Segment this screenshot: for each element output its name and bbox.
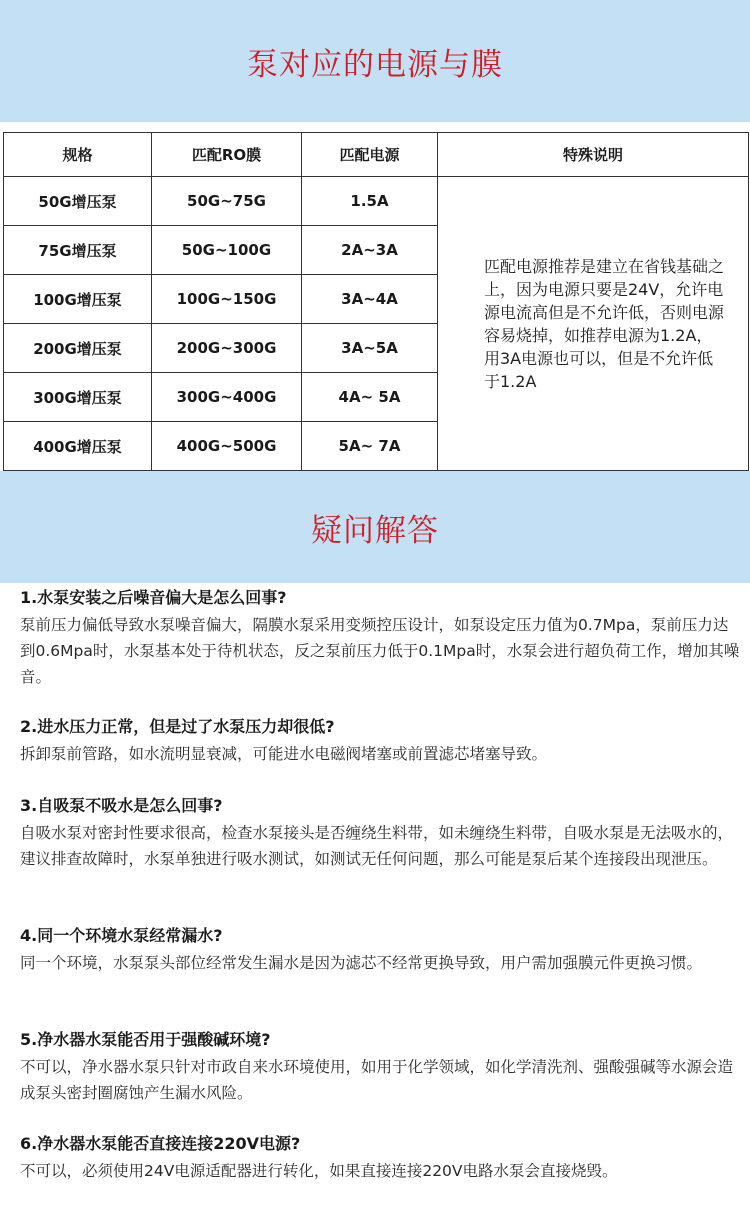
faq-answer: 拆卸泵前管路，如水流明显衰减，可能进水电磁阀堵塞或前置滤芯堵塞导致。 [20,745,548,763]
cell-membrane: 200G~300G [152,324,302,373]
cell-power: 5A~ 7A [302,422,438,471]
faq-question: 4.同一个环境水泵经常漏水? [20,926,223,945]
section-banner-power-membrane [0,0,750,122]
cell-spec: 400G增压泵 [4,422,152,471]
faq-question: 1.水泵安装之后噪音偏大是怎么回事? [20,588,287,607]
faq-answer: 自吸水泵对密封性要求很高，检查水泵接头是否缠绕生料带，如未缠绕生料带，自吸水泵是无法吸水的，建议排查故障时，水泵单独进行吸水测试，如测试无任何问题，那么可能是泵后某个连接段出现泄压。 [20,824,734,868]
section-title: 疑问解答 [311,512,439,549]
faq-item [20,792,740,872]
cell-membrane: 300G~400G [152,373,302,422]
faq-question: 5.净水器水泵能否用于强酸碱环境? [20,1030,271,1049]
cell-power: 2A~3A [302,226,438,275]
faq-answer: 泵前压力偏低导致水泵噪音偏大，隔膜水泵采用变频控压设计，如泵设定压力值为0.7Mpa，泵前压力达到0.6Mpa时，水泵基本处于待机状态，反之泵前压力低于0.1Mpa时，水泵会进行超负荷工作，增加其噪音。 [20,616,740,686]
faq-item [20,713,740,767]
faq-item [20,1026,740,1106]
section-title: 泵对应的电源与膜 [247,46,503,83]
faq-answer: 不可以，必须使用24V电源适配器进行转化，如果直接连接220V电路水泵会直接烧毁。 [20,1162,618,1180]
faq-question: 3.自吸泵不吸水是怎么回事? [20,796,223,815]
header-spec: 规格 [4,133,152,177]
cell-spec: 75G增压泵 [4,226,152,275]
faq-item [20,922,740,976]
faq-question: 6.净水器水泵能否直接连接220V电源? [20,1134,301,1153]
cell-power: 4A~ 5A [302,373,438,422]
table-row [4,177,749,226]
cell-spec: 300G增压泵 [4,373,152,422]
header-notes: 特殊说明 [438,133,749,177]
header-power: 匹配电源 [302,133,438,177]
section-banner-faq [0,471,750,583]
faq-item [20,1130,740,1184]
cell-power: 1.5A [302,177,438,226]
cell-membrane: 50G~75G [152,177,302,226]
cell-power: 3A~5A [302,324,438,373]
faq-item [20,584,740,690]
special-note: 匹配电源推荐是建立在省钱基础之上，因为电源只要是24V，允许电源电流高但是不允许低，否则电源容易烧掉，如推荐电源为1.2A，用3A电源也可以，但是不允许低于1.2A [438,177,749,471]
pump-spec-table [3,132,749,471]
table-header-row [4,133,749,177]
cell-power: 3A~4A [302,275,438,324]
faq-answer: 不可以，净水器水泵只针对市政自来水环境使用，如用于化学领域，如化学清洗剂、强酸强碱等水源会造成泵头密封圈腐蚀产生漏水风险。 [20,1058,734,1102]
faq-answer: 同一个环境，水泵泵头部位经常发生漏水是因为滤芯不经常更换导致，用户需加强膜元件更换习惯。 [20,954,703,972]
cell-membrane: 400G~500G [152,422,302,471]
cell-spec: 200G增压泵 [4,324,152,373]
faq-question: 2.进水压力正常，但是过了水泵压力却很低? [20,717,335,736]
cell-spec: 50G增压泵 [4,177,152,226]
cell-spec: 100G增压泵 [4,275,152,324]
header-ro-membrane: 匹配RO膜 [152,133,302,177]
cell-membrane: 100G~150G [152,275,302,324]
cell-membrane: 50G~100G [152,226,302,275]
